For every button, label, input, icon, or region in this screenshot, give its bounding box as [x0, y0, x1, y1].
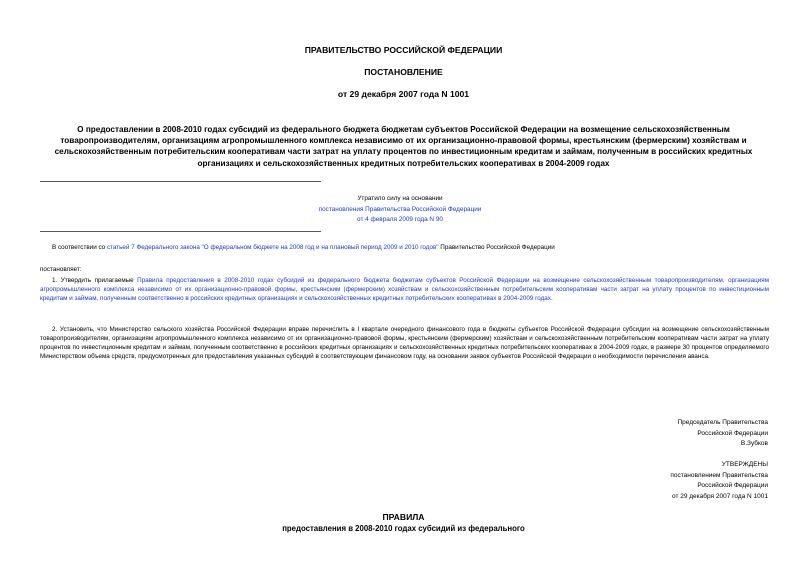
item-1-text-before: 1. Утвердить прилагаемые: [52, 277, 138, 284]
government-heading: ПРАВИТЕЛЬСТВО РОССИЙСКОЙ ФЕДЕРАЦИИ: [304, 45, 503, 55]
rules-title: ПРАВИЛА: [382, 512, 425, 522]
preamble-paragraph: [52, 243, 772, 252]
repeal-decree-link-line2[interactable]: от 4 февраля 2009 года N 90: [357, 216, 443, 223]
signature-name: В.Зубков: [740, 440, 768, 448]
approval-block: [670, 460, 768, 502]
signature-block: [677, 418, 768, 450]
item-1-text-after: .: [550, 295, 553, 303]
decrees-word: постановляет:: [40, 266, 82, 273]
repeal-decree-link-line1[interactable]: постановления Правительства Российской Федерации: [318, 205, 482, 213]
document-type-heading: ПОСТАНОВЛЕНИЕ: [364, 67, 443, 77]
divider-bottom: [40, 231, 321, 232]
approval-line-1: УТВЕРЖДЕНЫ: [721, 461, 768, 468]
item-1-paragraph: [40, 276, 769, 303]
signature-title-1: Председатель Правительства: [677, 419, 768, 426]
signature-title-2: Российской Федерации: [697, 429, 768, 437]
preamble-text-after: Правительство Российской Федерации: [438, 244, 555, 251]
document-subject: О предоставлении в 2008-2010 годах субсидий из федерального бюджета бюджетам субъектов Российской Федерации на возмещение сельскохозяйственным товаропроизводителям, организациям агропромышленного комплекса независимо от их организационно-правовой формы, крестьянским (фермерским) хозяйствам и сельскохозяйственным потребительским кооперативам части затрат на уплату процентов по инвестиционным кредитам и займам, полученным в российских кредитных организациях и сельскохозяйственных кредитных потребительских кооперативах в 2004-2009 годах: [54, 125, 753, 168]
federal-law-link[interactable]: статьей 7 Федерального закона "О федеральном бюджете на 2008 год и на плановый период 2009 и 2010 годов": [106, 244, 439, 251]
validity-note: [290, 194, 510, 226]
approval-line-3: Российской Федерации: [697, 482, 768, 490]
rules-link[interactable]: Правила предоставления в 2008-2010 годах субсидий из федерального бюджета бюджетам субъектов Российской Федерации на возмещение сельскохозяйственным товаропроизводителям, организациям агропромышленного комплекса независимо от их организационно-правовой формы, крестьянским (фермерским) хозяйствам и сельскохозяйственным потребительским кооперативам части затрат на уплату процентов по инвестиционным кредитам и займам, полученным соответственно в российских кредитных организациях и сельскохозяйственных кредитных потребительских кооперативах в 2004-2009 годах: [40, 277, 770, 303]
item-2-paragraph: 2. Установить, что Министерство сельского хозяйства Российской Федерации вправе перечислить в I квартале очередного финансового года в бюджеты субъектов Российской Федерации субсидии на возмещение сельскохозяйственным товаропроизводителям, организациям агропромышленного комплекса независимо от их организационно-правовой формы, крестьянским (фермерским) хозяйствам и сельскохозяйственным потребительским кооперативам части затрат на уплату процентов по инвестиционным кредитам и займам, полученным соответственно в российских кредитных организациях и сельскохозяйственных кредитных потребительских кооперативах в 2004-2009 годах, в размере 30 процентов определяемого Министерством объема средств, предусмотренных для предоставления указанных субсидий в соответствующем финансовом году, на основании заявок субъектов Российской Федерации о необходимости перечисления аванса.: [40, 326, 769, 361]
rules-subtitle: предоставления в 2008-2010 годах субсидий из федерального: [282, 524, 525, 533]
approval-line-2: постановлением Правительства: [670, 471, 768, 479]
preamble-text-before: В соответствии со: [52, 244, 107, 251]
validity-note-text: Утратило силу на основании: [357, 195, 443, 202]
document-date: от 29 декабря 2007 года N 1001: [337, 89, 470, 99]
divider-top: [40, 181, 321, 182]
approval-line-4: от 29 декабря 2007 года N 1001: [671, 492, 768, 500]
